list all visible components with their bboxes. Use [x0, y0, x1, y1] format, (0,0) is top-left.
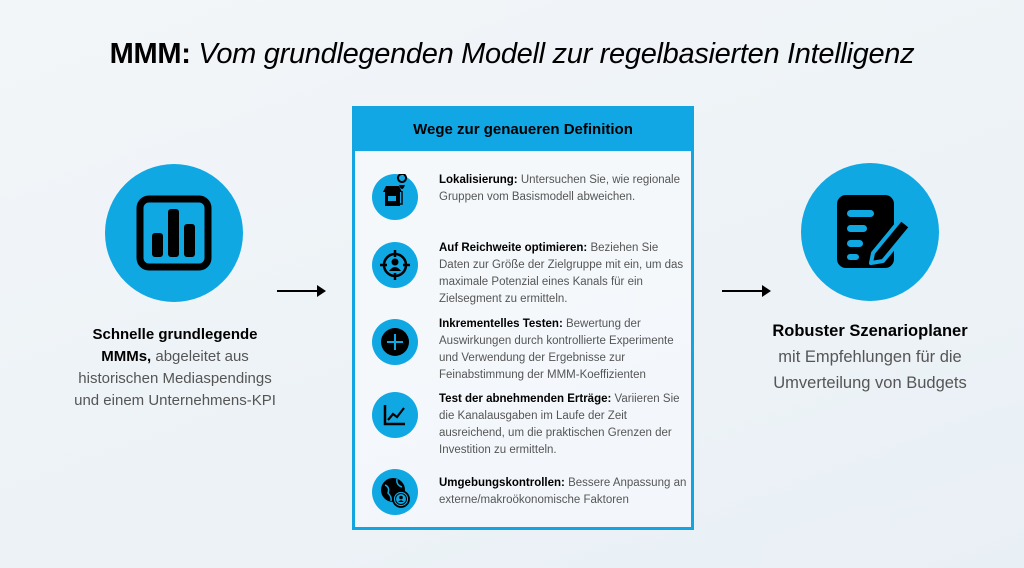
item-text: Inkrementelles Testen: Bewertung der Auswirkungen durch kontrollierte Experimente und Verwendung der Ergebnisse zur Feinabstimmung der MMM-Koeffizienten — [439, 318, 674, 381]
right-text: mit Empfehlungen für die Umverteilung von Budgets — [773, 348, 967, 392]
title-prefix: MMM: — [109, 38, 191, 70]
line-chart-icon — [372, 392, 418, 438]
arrow-right-icon — [722, 290, 769, 292]
item-text: Umgebungskontrollen: Bessere Anpassung an externe/makroökonomische Faktoren — [439, 477, 687, 506]
box-header: Wege zur genaueren Definition — [355, 109, 691, 151]
arrow-right-icon — [277, 290, 324, 292]
right-bold: Robuster Szenarioplaner — [772, 322, 968, 340]
plus-circle-icon — [372, 319, 418, 365]
definition-box — [352, 106, 694, 530]
left-description — [70, 324, 280, 412]
left-bold: Schnelle grundlegende MMMs, — [92, 326, 258, 365]
page-title — [0, 38, 1024, 71]
globe-person-icon — [372, 469, 418, 515]
left-text: abgeleitet aus historischen Mediaspendings und einem Unternehmens-KPI — [74, 348, 276, 409]
item-text: Test der abnehmenden Erträge: Variieren Sie die Kanalausgaben im Laufe der Zeit ausreichend, um die praktischen Grenzen der Investition zu ermitteln. — [439, 393, 680, 456]
document-edit-icon — [801, 163, 939, 301]
title-main: Vom grundlegenden Modell zur regelbasierten Intelligenz — [198, 38, 915, 70]
item-text: Lokalisierung: Untersuchen Sie, wie regionale Gruppen vom Basismodell abweichen. — [439, 174, 680, 203]
store-location-icon — [372, 174, 418, 220]
item-text: Auf Reichweite optimieren: Beziehen Sie Daten zur Größe der Zielgruppe mit ein, um das maximale Potenzial eines Kanals für ein Zielsegment zu ermitteln. — [439, 242, 684, 305]
bar-chart-icon — [105, 164, 243, 302]
target-person-icon — [372, 242, 418, 288]
right-description — [760, 318, 980, 396]
